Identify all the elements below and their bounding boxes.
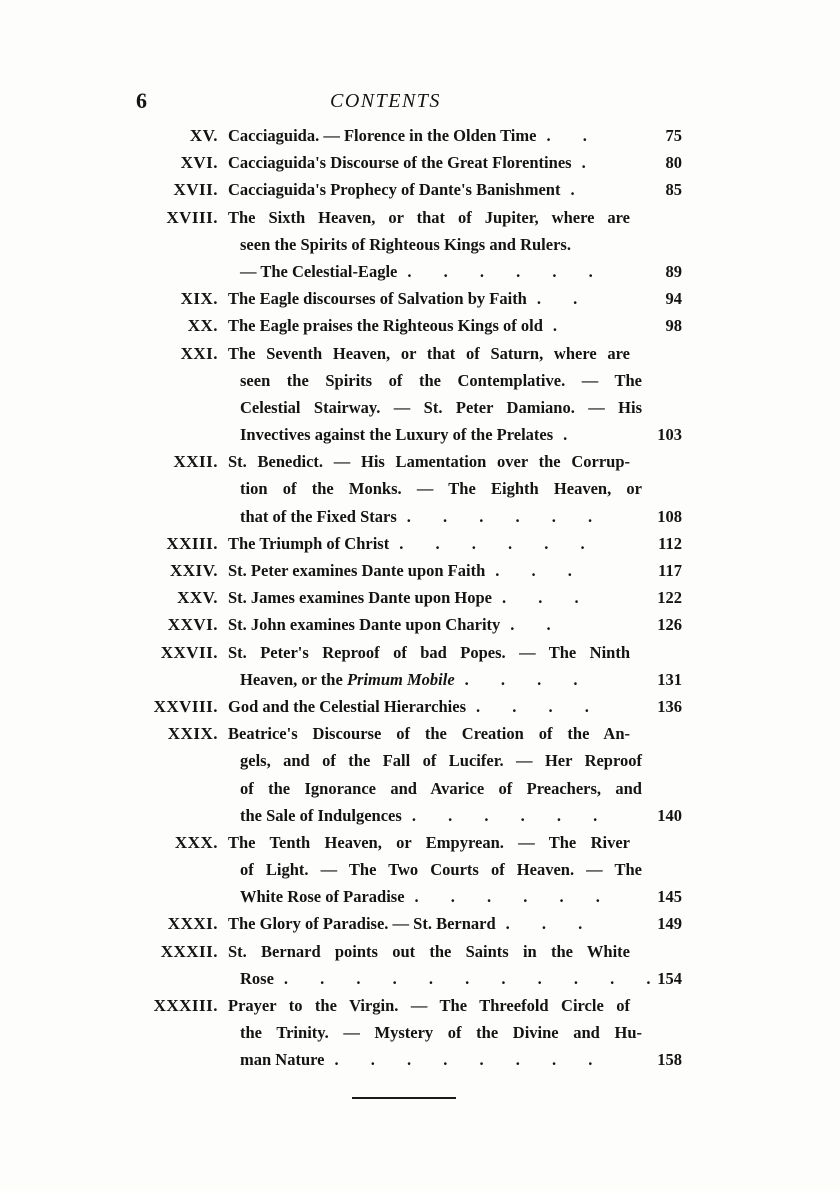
toc-entry	[0, 316, 840, 343]
title-segment: Invectives against the Luxury of the Prelates	[240, 425, 554, 445]
canto-title-text	[240, 751, 642, 771]
toc-entry	[0, 615, 840, 642]
dot-leader: . .	[536, 289, 592, 309]
page-reference: 112	[658, 533, 682, 553]
title-segment: Cacciaguida. — Florence in the Olden Time	[228, 126, 537, 145]
title-segment: St. Peter examines Dante upon Faith	[228, 561, 486, 580]
toc-line	[0, 425, 840, 452]
canto-title-text	[228, 153, 600, 173]
canto-title-text	[228, 833, 630, 853]
toc-line	[0, 724, 840, 751]
title-segment: The Tenth Heaven, or Empyrean. — The River	[228, 832, 630, 852]
title-segment: St. Peter's Reproof of bad Popes. — The Ninth	[228, 642, 630, 662]
toc-entry	[0, 996, 840, 1078]
dot-leader: . . . . . .	[399, 533, 599, 553]
title-segment: gels, and of the Fall of Lucifer. — Her Reproof	[240, 751, 642, 771]
dot-leader: . . . . . . . .	[334, 1050, 607, 1070]
toc-line	[0, 398, 840, 425]
toc-entry	[0, 289, 840, 316]
toc-line	[0, 615, 840, 642]
toc-line	[0, 833, 840, 860]
canto-title-text	[240, 779, 642, 799]
title-segment: of Light. — The Two Courts of Heaven. — The	[240, 860, 642, 880]
canto-numeral: XV.	[189, 126, 218, 145]
toc-line	[0, 534, 840, 561]
canto-title-text	[240, 887, 614, 907]
toc-line	[0, 697, 840, 724]
canto-title-text	[228, 588, 593, 608]
toc-entry	[0, 534, 840, 561]
canto-numeral: XXIX.	[167, 724, 218, 744]
dot-leader: . . .	[505, 914, 597, 934]
running-title: CONTENTS	[330, 90, 441, 112]
title-segment: the Sale of Indulgences	[240, 805, 402, 825]
title-segment: Cacciaguida's Discourse of the Great Florentines	[228, 153, 572, 173]
dot-leader: . . .	[502, 588, 593, 608]
canto-numeral: XXIV.	[169, 561, 218, 580]
canto-title-text	[228, 126, 601, 146]
dot-leader: .	[581, 153, 600, 173]
canto-title-text	[228, 289, 591, 309]
toc-entry	[0, 153, 840, 180]
canto-numeral: XVIII.	[166, 207, 218, 227]
toc-line	[0, 643, 840, 670]
canto-title-text	[240, 670, 592, 690]
canto-title-text	[228, 561, 586, 581]
toc-line	[0, 969, 840, 996]
closing-rule	[352, 1097, 456, 1099]
canto-title-text	[228, 643, 630, 663]
canto-title-text	[240, 479, 642, 499]
toc-line	[0, 561, 840, 588]
toc-line	[0, 262, 840, 289]
toc-line	[0, 996, 840, 1023]
toc-entry	[0, 724, 840, 833]
dot-leader: . . . . . .	[407, 261, 607, 281]
canto-numeral: XXXIII.	[153, 996, 218, 1015]
toc-line	[0, 126, 840, 153]
toc-line	[0, 670, 840, 697]
title-segment: St. Benedict. — His Lamentation over the Corrup-	[228, 452, 630, 472]
page-reference: 136	[657, 696, 682, 716]
dot-leader: . . .	[495, 561, 586, 580]
toc-entry	[0, 697, 840, 724]
canto-title-text	[228, 914, 596, 934]
toc-line	[0, 887, 840, 914]
toc-line	[0, 452, 840, 479]
canto-numeral: XXVII.	[160, 642, 218, 662]
page-reference: 154	[657, 968, 682, 988]
title-segment: The Sixth Heaven, or that of Jupiter, where are	[228, 207, 630, 227]
toc-entry	[0, 561, 840, 588]
dot-leader: . . . . . .	[414, 887, 614, 907]
title-segment: Rose	[240, 968, 274, 988]
canto-numeral: XVII.	[173, 180, 218, 200]
title-segment: St. James examines Dante upon Hope	[228, 588, 493, 608]
page-header	[0, 88, 840, 118]
title-segment: the Trinity. — Mystery of the Divine and Hu-	[240, 1023, 642, 1043]
canto-title-text	[228, 615, 565, 635]
canto-numeral: XXXII.	[160, 941, 218, 961]
page-reference: 140	[657, 805, 682, 825]
toc-line	[0, 1023, 840, 1050]
page-reference: 117	[658, 561, 682, 580]
canto-numeral: XXV.	[177, 588, 218, 608]
title-segment: man Nature	[240, 1050, 325, 1070]
canto-title-text	[240, 507, 606, 527]
page-reference: 89	[665, 261, 682, 281]
title-segment: The Eagle discourses of Salvation by Faith	[228, 289, 527, 309]
dot-leader: . . . .	[476, 696, 603, 716]
italic-title-segment: Primum Mobile	[346, 669, 455, 689]
title-segment: — The Celestial-Eagle	[240, 261, 398, 281]
title-segment: St. John examines Dante upon Charity	[228, 615, 501, 635]
toc-line	[0, 235, 840, 262]
title-segment: The Seventh Heaven, or that of Saturn, where are	[228, 343, 630, 363]
page-reference: 94	[665, 289, 682, 309]
canto-title-text	[240, 262, 607, 282]
canto-title-text	[228, 316, 571, 336]
title-segment: St. Bernard points out the Saints in the White	[228, 941, 630, 961]
toc-line	[0, 507, 840, 534]
toc-line	[0, 316, 840, 343]
dot-leader: . .	[510, 615, 565, 635]
canto-title-text	[240, 235, 571, 255]
title-segment: Heaven, or the	[240, 669, 347, 689]
dot-leader: . . . . . .	[411, 805, 612, 825]
dot-leader: . .	[546, 126, 601, 145]
canto-title-text	[240, 425, 581, 445]
toc-entry	[0, 833, 840, 915]
toc-entry	[0, 643, 840, 697]
canto-numeral: XXI.	[180, 343, 218, 363]
title-segment: The Glory of Paradise. — St. Bernard	[228, 914, 496, 934]
page-reference: 98	[665, 316, 682, 336]
page-reference: 80	[665, 153, 682, 173]
toc-entry	[0, 180, 840, 207]
toc-line	[0, 180, 840, 207]
page-reference: 131	[657, 669, 682, 689]
dot-leader: . . . . . . . . . . .	[283, 968, 665, 988]
page-reference: 108	[657, 506, 682, 526]
canto-numeral: XXVIII.	[153, 696, 218, 716]
toc-line	[0, 153, 840, 180]
toc-line	[0, 344, 840, 371]
toc-line	[0, 208, 840, 235]
toc-entry	[0, 126, 840, 153]
title-segment: White Rose of Paradise	[240, 887, 405, 907]
canto-title-text	[240, 398, 642, 418]
page-number: 6	[136, 88, 147, 113]
dot-leader: .	[563, 425, 582, 445]
canto-numeral: XIX.	[180, 289, 218, 309]
title-segment: tion of the Monks. — The Eighth Heaven, or	[240, 479, 642, 499]
canto-numeral: XVI.	[180, 153, 218, 173]
toc-entry	[0, 942, 840, 996]
page-reference: 149	[657, 914, 682, 934]
toc-line	[0, 588, 840, 615]
title-segment: Beatrice's Discourse of the Creation of the An-	[228, 724, 630, 744]
toc-line	[0, 479, 840, 506]
toc-line	[0, 371, 840, 398]
canto-title-text	[240, 860, 642, 880]
title-segment: Celestial Stairway. — St. Peter Damiano. — His	[240, 397, 642, 417]
page-reference: 85	[665, 180, 682, 200]
canto-numeral: XXXI.	[167, 914, 218, 934]
canto-numeral: XXVI.	[167, 615, 218, 635]
canto-numeral: XXIII.	[166, 533, 218, 553]
title-segment: that of the Fixed Stars	[240, 506, 397, 526]
toc-line	[0, 751, 840, 778]
canto-title-text	[228, 697, 603, 717]
dot-leader: .	[570, 180, 589, 200]
page-reference: 103	[657, 425, 682, 445]
title-segment: seen the Spirits of the Contemplative. — The	[240, 370, 642, 390]
title-segment: The Triumph of Christ	[228, 533, 390, 553]
canto-numeral: XX.	[187, 316, 218, 336]
toc-line	[0, 860, 840, 887]
toc-line	[0, 806, 840, 833]
toc-line	[0, 779, 840, 806]
canto-title-text	[240, 806, 611, 826]
toc-entry	[0, 208, 840, 290]
canto-title-text	[240, 969, 665, 989]
title-segment: of the Ignorance and Avarice of Preachers, and	[240, 778, 642, 798]
canto-numeral: XXII.	[173, 452, 218, 472]
toc-entry	[0, 344, 840, 453]
toc-line	[0, 942, 840, 969]
title-segment: The Eagle praises the Righteous Kings of old	[228, 316, 543, 336]
canto-title-text	[228, 996, 630, 1016]
dot-leader: . . . .	[464, 669, 592, 689]
toc-entry	[0, 914, 840, 941]
canto-title-text	[240, 1023, 642, 1043]
page-reference: 145	[657, 887, 682, 907]
page-reference: 158	[657, 1050, 682, 1070]
canto-title-text	[240, 1050, 606, 1070]
page-reference: 126	[657, 615, 682, 635]
title-segment: God and the Celestial Hierarchies	[228, 696, 467, 716]
toc-line	[0, 289, 840, 316]
title-segment: seen the Spirits of Righteous Kings and Rulers.	[240, 234, 571, 254]
canto-title-text	[240, 371, 642, 391]
page-reference: 75	[665, 126, 682, 145]
canto-title-text	[228, 534, 599, 554]
canto-title-text	[228, 344, 630, 364]
dot-leader: . . . . . .	[406, 506, 607, 526]
title-segment: Prayer to the Virgin. — The Threefold Circle of	[228, 996, 630, 1015]
canto-numeral: XXX.	[174, 832, 218, 852]
canto-title-text	[228, 180, 589, 200]
toc-line	[0, 1050, 840, 1077]
canto-title-text	[228, 208, 630, 228]
dot-leader: .	[552, 316, 572, 336]
toc-line	[0, 914, 840, 941]
canto-title-text	[228, 724, 630, 744]
toc-entry	[0, 588, 840, 615]
toc-entry	[0, 452, 840, 534]
title-segment: Cacciaguida's Prophecy of Dante's Banishment	[228, 180, 561, 200]
canto-title-text	[228, 942, 630, 962]
canto-title-text	[228, 452, 630, 472]
page-reference: 122	[657, 588, 682, 608]
table-of-contents	[0, 126, 840, 1078]
